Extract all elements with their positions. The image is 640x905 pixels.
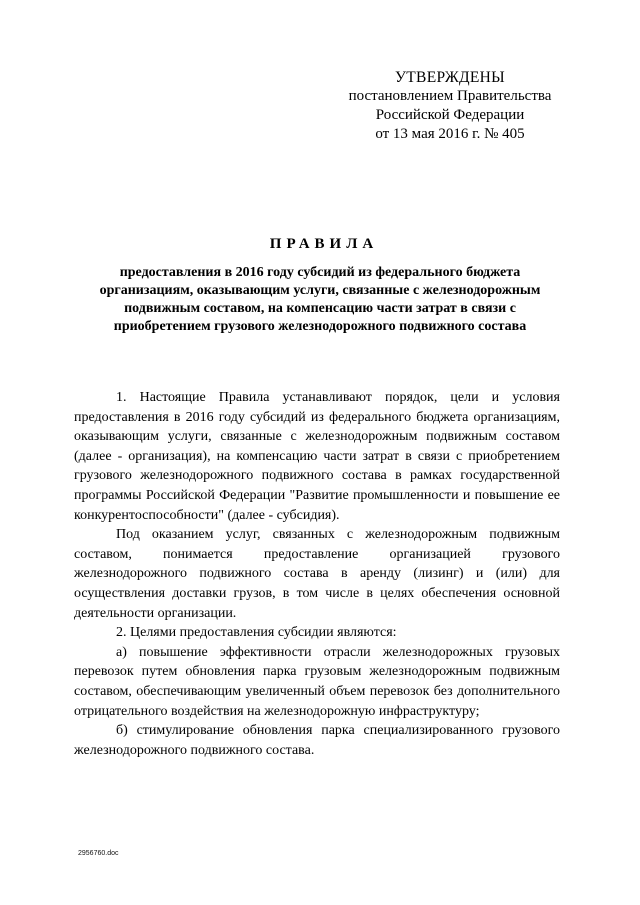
paragraph-1: 1. Настоящие Правила устанавливают порядок, цели и условия предоставления в 2016 году субсидий из федерального бюджета организациям, оказывающим услуги, связанные с железнодорожным подвижным составом (далее - организация), на компенсацию части затрат в связи с приобретением грузового железнодорожного подвижного состава в рамках государственной программы Российской Федерации "Развитие промышленности и повышение ее конкурентоспособности" (далее - субсидия). bbox=[74, 390, 560, 523]
approval-line-2: Российской Федерации bbox=[375, 107, 525, 123]
document-subtitle: предоставления в 2016 году субсидий из федерального бюджета организациям, оказывающим услуги, связанные с железнодорожным подвижным составом, на компенсацию части затрат в связи с приобретением грузового железнодорожного подвижного состава bbox=[99, 265, 541, 334]
file-name-footer: 2956760.doc bbox=[78, 850, 119, 857]
approval-line-3: от 13 мая 2016 г. № 405 bbox=[375, 126, 525, 142]
paragraph-5: б) стимулирование обновления парка специализированного грузового железнодорожного подвижного состава. bbox=[74, 723, 560, 758]
document-body bbox=[74, 388, 560, 760]
paragraph-4: а) повышение эффективности отрасли железнодорожных грузовых перевозок путем обновления парка грузовым железнодорожным подвижным составом, обеспечивающим увеличенный объем перевозок без дополнительного отрицательного воздействия на железнодорожную инфраструктуру; bbox=[74, 644, 560, 719]
approval-stamp bbox=[330, 68, 570, 144]
approval-line-1: постановлением Правительства bbox=[348, 88, 552, 104]
approval-heading: УТВЕРЖДЕНЫ bbox=[395, 69, 505, 86]
paragraph-3: 2. Целями предоставления субсидии являются: bbox=[116, 625, 397, 641]
paragraph-2: Под оказанием услуг, связанных с железнодорожным подвижным составом, понимается предоставление организацией грузового железнодорожного подвижного состава в аренду (лизинг) и (или) для осуществления доставки грузов, в том числе в целях обеспечения основной деятельности организации. bbox=[74, 527, 560, 621]
document-title: ПРАВИЛА bbox=[269, 236, 379, 252]
